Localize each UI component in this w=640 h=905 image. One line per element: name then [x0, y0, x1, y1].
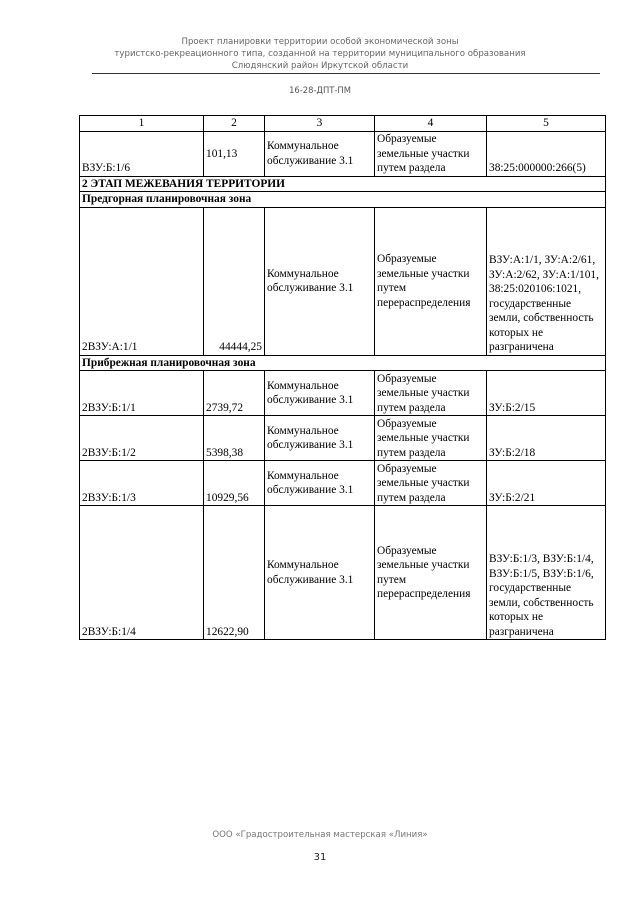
table-row — [80, 371, 606, 416]
table-row — [80, 207, 606, 355]
source-plots-cell: ВЗУ:А:1/1, ЗУ:А:2/61, ЗУ:А:2/62, ЗУ:А:1/101, 38:25:020106:1021, государственные земли, собственность которых не разграничена — [487, 207, 606, 355]
plot-id-cell: 2ВЗУ:А:1/1 — [80, 207, 204, 355]
column-number: 1 — [80, 116, 204, 132]
header-divider — [92, 73, 600, 74]
permitted-use-cell: Коммунальное обслуживание 3.1 — [265, 207, 375, 355]
page-number: 31 — [313, 852, 327, 863]
table-row — [80, 461, 606, 506]
page-header — [0, 36, 640, 72]
formation-method-cell: Образуемые земельные участки путем раздела — [375, 461, 487, 506]
source-plots-cell: ЗУ:Б:2/15 — [487, 371, 606, 416]
column-number-row — [80, 116, 606, 132]
table-row — [80, 506, 606, 640]
stage-heading: 2 ЭТАП МЕЖЕВАНИЯ ТЕРРИТОРИИ — [80, 176, 606, 192]
company-footer: ООО «Градостроительная мастерская «Линия» — [212, 830, 428, 840]
column-number: 5 — [487, 116, 606, 132]
zone-heading: Прибрежная планировочная зона — [80, 355, 606, 371]
plot-id-cell: 2ВЗУ:Б:1/2 — [80, 416, 204, 461]
plot-id-cell: 2ВЗУ:Б:1/1 — [80, 371, 204, 416]
permitted-use-cell: Коммунальное обслуживание 3.1 — [265, 416, 375, 461]
formation-method-cell: Образуемые земельные участки путем раздела — [375, 132, 487, 177]
formation-method-cell: Образуемые земельные участки путем перераспределения — [375, 506, 487, 640]
zone-heading-row — [80, 192, 606, 208]
table-row — [80, 132, 606, 177]
header-line-3: Слюдянский район Иркутской области — [231, 61, 409, 71]
header-line-1: Проект планировки территории особой экономической зоны — [181, 37, 459, 47]
plot-id-cell: ВЗУ:Б:1/6 — [80, 132, 204, 177]
source-plots-cell: ЗУ:Б:2/21 — [487, 461, 606, 506]
plot-area-cell: 44444,25 — [204, 207, 265, 355]
permitted-use-cell: Коммунальное обслуживание 3.1 — [265, 461, 375, 506]
source-plots-cell: ВЗУ:Б:1/3, ВЗУ:Б:1/4, ВЗУ:Б:1/5, ВЗУ:Б:1/6, государственные земли, собственность которых не разграничена — [487, 506, 606, 640]
land-plots-table — [79, 115, 606, 640]
permitted-use-cell: Коммунальное обслуживание 3.1 — [265, 132, 375, 177]
permitted-use-cell: Коммунальное обслуживание 3.1 — [265, 506, 375, 640]
stage-heading-row — [80, 176, 606, 192]
source-plots-cell: 38:25:000000:266(5) — [487, 132, 606, 177]
column-number: 3 — [265, 116, 375, 132]
permitted-use-cell: Коммунальное обслуживание 3.1 — [265, 371, 375, 416]
document-code: 16-28-ДПТ-ПМ — [289, 85, 351, 95]
plot-area-cell: 101,13 — [204, 132, 265, 177]
formation-method-cell: Образуемые земельные участки путем раздела — [375, 371, 487, 416]
source-plots-cell: ЗУ:Б:2/18 — [487, 416, 606, 461]
plot-id-cell: 2ВЗУ:Б:1/4 — [80, 506, 204, 640]
formation-method-cell: Образуемые земельные участки путем перераспределения — [375, 207, 487, 355]
plot-area-cell: 10929,56 — [204, 461, 265, 506]
plot-area-cell: 5398,38 — [204, 416, 265, 461]
column-number: 2 — [204, 116, 265, 132]
column-number: 4 — [375, 116, 487, 132]
zone-heading-row — [80, 355, 606, 371]
plot-area-cell: 2739,72 — [204, 371, 265, 416]
zone-heading: Предгорная планировочная зона — [80, 192, 606, 208]
table-row — [80, 416, 606, 461]
header-line-2: туристско-рекреационного типа, созданной на территории муниципального образования — [114, 49, 526, 59]
plot-area-cell: 12622,90 — [204, 506, 265, 640]
formation-method-cell: Образуемые земельные участки путем раздела — [375, 416, 487, 461]
plot-id-cell: 2ВЗУ:Б:1/3 — [80, 461, 204, 506]
